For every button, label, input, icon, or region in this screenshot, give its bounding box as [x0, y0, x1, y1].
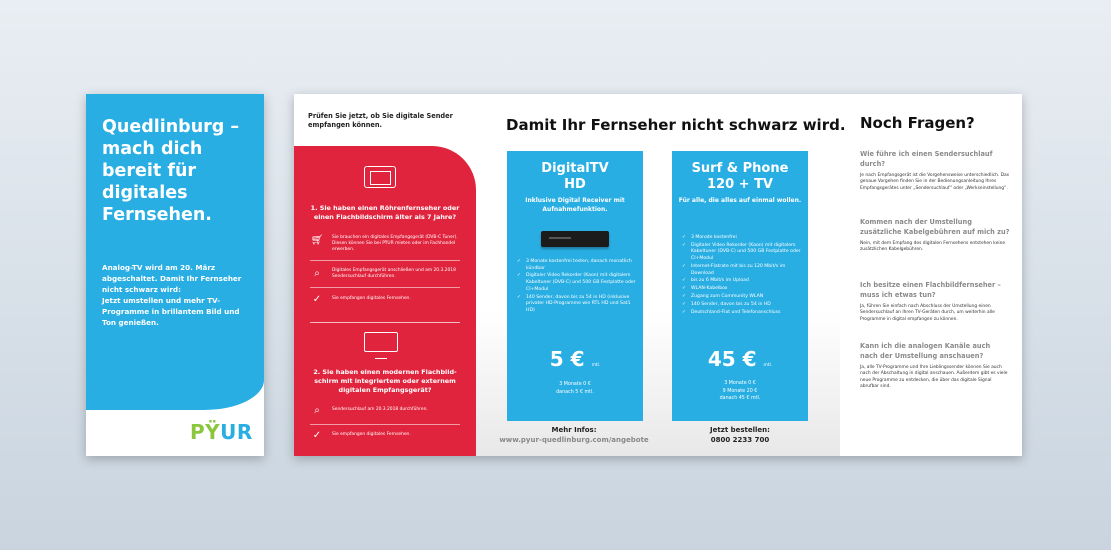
cover-title: Quedlinburg – mach dich bereit für digitales Fernsehen.	[102, 117, 240, 225]
faq-answer: Nein, mit dem Empfang des digitalen Fernsehens entstehen keine zusätzlichen Kabelgebühren.	[860, 241, 1006, 253]
faq-item	[860, 218, 1010, 254]
crt-tv-icon	[364, 166, 396, 188]
offer-card-subtitle: Inklusive Digital Receiver mit Aufnahmefunktion.	[525, 197, 625, 213]
q1-step-3-text: Sie empfangen digitales Fernsehen.	[332, 296, 411, 301]
offer-card-surf-phone	[672, 151, 808, 421]
offer-card-digitaltv	[507, 151, 643, 421]
pyur-logo: PŸUR	[190, 420, 253, 444]
panel-faq	[840, 94, 1022, 456]
question-1: 1. Sie haben einen Röhrenfernseher oder einen Flachbildschirm älter als 7 Jahre?	[310, 204, 460, 221]
question-2: 2. Sie haben einen modernen Flachbild-schirm mit integriertem oder externem digitalen Empfangsgerät?	[313, 368, 457, 394]
feature-item: ✓ Digitaler Video Rekorder (Kaon) mit digitalem Kabeltuner (DVB-C) und 500 GB Festplatte oder CI+Modul	[682, 243, 804, 263]
brochure-inner	[294, 94, 1022, 456]
price-unit: mtl.	[591, 363, 601, 368]
q1-step-2	[310, 267, 460, 289]
faq-question: Wie führe ich einen Sendersuchlauf durch?	[860, 150, 993, 168]
offer-card-price	[507, 347, 643, 371]
shopping-cart-icon: 🛒︎	[310, 235, 324, 246]
flatscreen-tv-icon	[364, 332, 398, 352]
red-check-area	[294, 146, 476, 456]
offer-card-subtitle: Für alle, die alles auf einmal wollen.	[678, 197, 802, 204]
receiver-image	[541, 231, 609, 247]
faq-title: Noch Fragen?	[860, 114, 975, 132]
order-label: Jetzt bestellen:	[710, 426, 770, 434]
faq-answer: Ja, führen Sie einfach nach Abschluss der Umstellung einen Sendersuchlauf an Ihren TV-Geräten durch, um weiterhin alle Programme in digital empfangen zu können.	[860, 304, 995, 322]
offer-card-price-details: 3 Monate 0 € 9 Monate 20 € danach 45 € mtl.	[719, 381, 761, 401]
q2-step-1-text: Sendersuchlauf am 20.3.2018 durchführen.	[332, 407, 428, 412]
more-info	[494, 425, 654, 445]
q2-step-2-text: Sie empfangen digitales Fernsehen.	[332, 432, 411, 437]
faq-item	[860, 342, 1010, 391]
offer-card-title: Surf & Phone 120 + TV	[691, 161, 789, 192]
checkmark-icon: ✓	[312, 430, 322, 441]
price-value: 5 €	[549, 347, 585, 371]
cover-intro	[102, 262, 252, 328]
offer-card-title: DigitalTV HD	[541, 161, 609, 192]
q2-step-2	[310, 429, 460, 451]
feature-item: ✓ WLAN-Kabelbox	[682, 286, 804, 293]
feature-item: ✓ 140 Sender, davon bis zu 54 in HD	[682, 302, 804, 309]
feature-item: ✓ Digitaler Video Rekorder (Kaon) mit digitalem Kabeltuner (DVB-C) und 500 GB Festplatte oder CI+Modul	[517, 273, 639, 293]
faq-question: Kann ich die analogen Kanäle auch nach der Umstellung anschauen?	[860, 342, 991, 360]
faq-question: Kommen nach der Umstellung zusätzliche Kabelgebühren auf mich zu?	[860, 218, 1010, 236]
feature-item: ✓ Deutschland-Flat und Telefonanschluss	[682, 310, 804, 317]
more-info-url[interactable]: www.pyur-quedlinburg.com/angebote	[499, 436, 649, 444]
feature-item: ✓ 140 Sender, davon bis zu 54 in HD (inklusive privater HD-Programme wie RTL HD und Sat1 HD)	[517, 295, 639, 315]
q1-step-1-text: Sie brauchen ein digitales Empfangsgerät (DVB-C Tuner). Diesen können Sie bei PŸUR mieten oder im Fachhandel erwerben.	[332, 235, 458, 253]
panel-check	[294, 94, 476, 456]
q1-step-1	[310, 234, 460, 256]
search-tv-icon: ⌕	[314, 405, 320, 416]
divider	[310, 424, 460, 425]
faq-item	[860, 150, 1010, 192]
faq-question: Ich besitze einen Flachbildfernseher – muss ich etwas tun?	[860, 281, 1001, 299]
feature-item: ✓ 3 Monate kostenfrei testen, danach monatlich kündbar	[517, 259, 639, 272]
panel-check-header: Prüfen Sie jetzt, ob Sie digitale Sender empfangen können.	[308, 112, 453, 129]
offer-headline: Damit Ihr Fernseher nicht schwarz wird.	[506, 116, 846, 134]
feature-item: ✓ bis zu 6 Mbit/s im Upload	[682, 278, 804, 285]
cover-intro-text-1: Analog-TV wird am 20. März abgeschaltet. Damit Ihr Fernseher nicht schwarz wird:	[102, 263, 242, 294]
price-value: 45 €	[707, 347, 757, 371]
faq-item	[860, 281, 1010, 323]
checkmark-icon: ✓	[312, 294, 322, 305]
feature-item: ✓ Internet-Flatrate mit bis zu 120 Mbit/s im Download	[682, 264, 804, 277]
section-divider	[310, 322, 460, 323]
order-info	[672, 425, 808, 445]
q1-step-3	[310, 293, 460, 315]
cover-intro-text-2: Jetzt umstellen und mehr TV-Programme in brillantem Bild und Ton genießen.	[102, 296, 240, 327]
q2-step-1	[310, 404, 460, 426]
feature-item: ✓ Zugang zum Community WLAN	[682, 294, 804, 301]
brochure-cover	[86, 94, 264, 456]
offer-card-price	[672, 347, 808, 371]
divider	[310, 260, 460, 261]
feature-item: ✓ 3 Monate kostenfrei	[682, 235, 804, 242]
offer-card-price-details: 3 Monate 0 € danach 5 € mtl.	[556, 382, 594, 395]
search-tv-icon: ⌕	[314, 268, 320, 279]
q1-step-2-text: Digitales Empfangsgerät anschließen und am 20.3.2018 Sendersuchlauf durchführen.	[332, 268, 456, 280]
faq-answer: Ja, alle TV-Programme und Ihre Lieblingssender können Sie auch nach der Abschaltung in digital anschauen. Außerdem gibt es viele neue Programme zu entdecken, die über das digitale Signal abrufbar sind.	[860, 365, 1008, 390]
more-info-label: Mehr Infos:	[551, 426, 597, 434]
offer-card-features	[682, 235, 804, 318]
price-unit: mtl.	[763, 363, 773, 368]
offer-card-features	[517, 259, 639, 316]
divider	[310, 287, 460, 288]
order-phone[interactable]: 0800 2233 700	[710, 436, 770, 444]
faq-answer: Je nach Empfangsgerät ist die Vorgehensweise unterschiedlich. Das genaue Vorgehen finden Sie in der Bedienungsanleitung Ihres Empfangsgerätes unter „Sendersuchlauf“ oder „Werkseinstellung“.	[860, 173, 1010, 191]
